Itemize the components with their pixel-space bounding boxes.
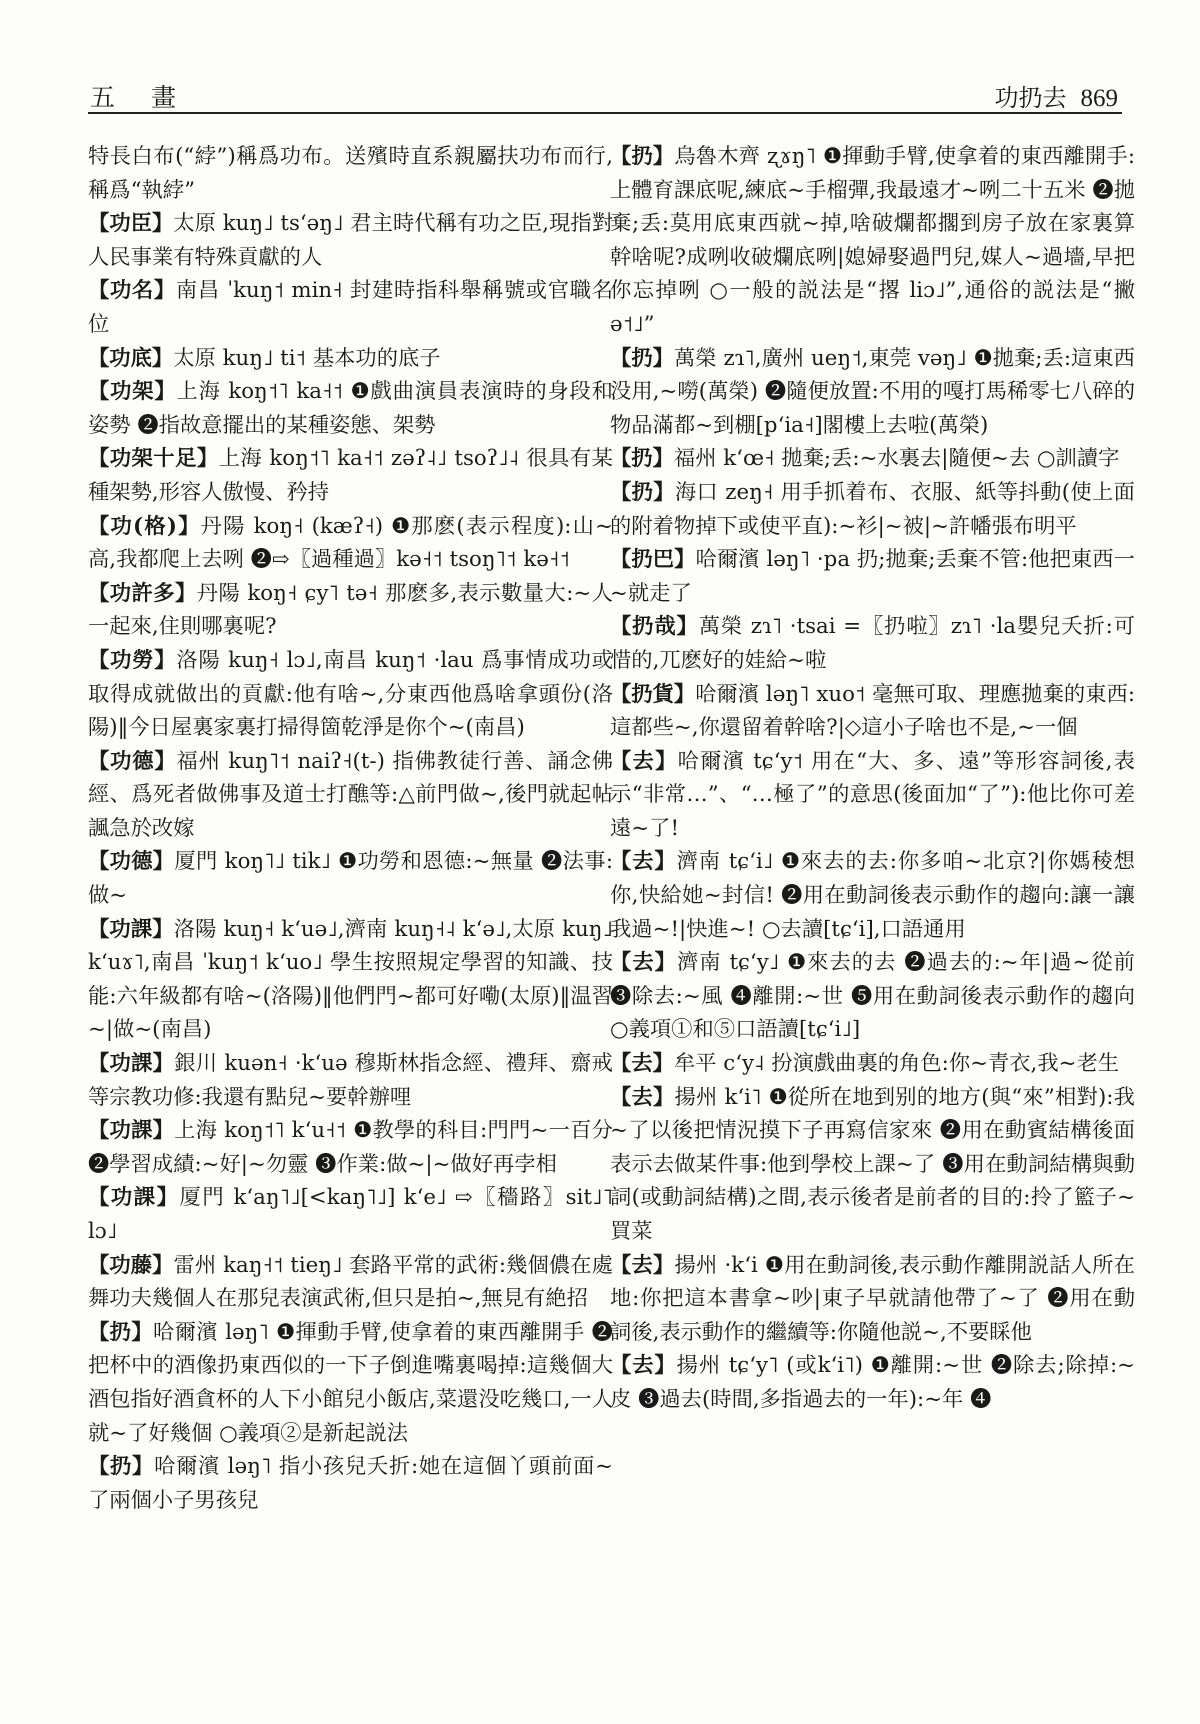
entry-headword: 【去】 <box>610 748 678 774</box>
dictionary-entry <box>88 140 613 207</box>
dictionary-entry <box>88 342 613 376</box>
entry-definition: 上海 koŋ˦˥ kʻu˧˦ ❶教學的科目:門門~一百分 ❷學習成績:~好|~勿靈 ❸作業:做~|~做好再孛相 <box>88 1118 613 1177</box>
entry-definition: 福州 kʻœ˧ 拋棄;丢:~水裏去|隨便~去 ○訓讀字 <box>673 446 1120 472</box>
entry-headword: 【扔巴】 <box>610 547 696 573</box>
entry-definition: 濟南 tɕʻy˩ ❶來去的去 ❷過去的:~年|過~從前 ❸除去:~風 ❹離開:~世 ❺用在動詞後表示動作的趨向 ○義項①和⑤口語讀[tɕʻi˩] <box>610 950 1135 1043</box>
entry-headword: 【功勞】 <box>88 647 177 673</box>
head-characters: 功扔去 <box>994 84 1067 112</box>
entry-definition: 揚州 ·kʻi ❶用在動詞後,表示動作離開説話人所在地:你把這本書拿~吵|東子早就請他帶了~了 ❷用在動詞後,表示動作的繼續等:你隨他説~,不要睬他 <box>610 1252 1135 1345</box>
section-title: 五 畫 <box>90 83 190 112</box>
entry-definition: 濟南 tɕʻi˩ ❶來去的去:你多咱~北京?|你媽稜想你,快給她~封信! ❷用在動詞後表示動作的趨向:讓一讓我過~!|快進~! ○去讀[tɕʻi],口語通用 <box>610 849 1135 942</box>
entry-headword: 【扔】 <box>610 446 674 472</box>
entry-headword: 【扔貨】 <box>610 681 696 707</box>
dictionary-entry <box>610 610 1135 677</box>
entry-definition: 特長白布(“綍”)稱爲功布。送殯時直系親屬扶功布而行,稱爲“執綍” <box>88 144 613 203</box>
dictionary-entry <box>88 577 613 644</box>
entry-definition: 海口 zeŋ˧ 用手抓着布、衣服、紙等抖動(使上面的附着物掉下或使平直):~衫|~被|~許幡張布明平 <box>610 479 1135 539</box>
dictionary-entry <box>610 1081 1135 1249</box>
entry-definition: 太原 kuŋ˩ ti˦ 基本功的底子 <box>173 345 441 371</box>
right-column <box>610 140 1135 1700</box>
entry-headword: 【功課】 <box>88 916 174 942</box>
entry-definition: 丹陽 koŋ˧ ɕy˥ tə˧ 那麽多,表示數量大:~人一起來,住則哪裏呢? <box>88 580 613 640</box>
dictionary-entry <box>610 442 1135 476</box>
dictionary-entry <box>88 913 613 1047</box>
dictionary-entry <box>88 375 613 442</box>
entry-headword: 【扔】 <box>88 1454 155 1480</box>
entry-definition: 哈爾濱 ləŋ˥ 指小孩兒夭折:她在這個丫頭前面~了兩個小子男孩兒 <box>88 1454 613 1513</box>
entry-headword: 【扔哉】 <box>610 614 699 640</box>
entry-definition: 萬榮 zɿ˥ ·tsai =〖扔啦〗zɿ˥ ·la嬰兒夭折:可惜的,兀麽好的娃給~啦 <box>610 614 1135 673</box>
entry-headword: 【功德】 <box>88 748 177 774</box>
entry-headword: 【功德】 <box>88 849 175 875</box>
entry-definition: 厦門 koŋ˥˩ tik˩ ❶功勞和恩德:~無量 ❷法事:做~ <box>88 849 613 909</box>
dictionary-entry <box>88 510 613 577</box>
entry-definition: 揚州 kʻi˥ ❶從所在地到别的地方(與“來”相對):我~了以後把情況摸下子再寫信家來 ❷用在動賓結構後面表示去做某件事:他到學校上課~了 ❸用在動詞結構與動詞(或動詞結構)之間,表示後者是前者的目的:拎了籃子~買菜 <box>610 1084 1135 1244</box>
entry-headword: 【扔】 <box>610 345 674 371</box>
dictionary-entry <box>88 442 613 509</box>
entry-headword: 【功底】 <box>88 345 174 371</box>
entry-headword: 【扔】 <box>610 144 675 169</box>
entry-headword: 【功名】 <box>88 278 176 304</box>
entry-headword: 【功(格)】 <box>88 513 201 539</box>
entry-headword: 【功架】 <box>88 379 177 405</box>
entry-definition: 上海 koŋ˦˥ ka˧˦ zəʔ˨˩ tsoʔ˩˨ 很具有某種架勢,形容人傲慢、矜持 <box>88 446 613 505</box>
dictionary-entry <box>88 1114 613 1181</box>
dictionary-entry <box>88 845 613 912</box>
dictionary-entry <box>610 1047 1135 1081</box>
entry-definition: 揚州 tɕʻy˥ (或kʻi˥) ❶離開:~世 ❷除去;除掉:~皮 ❸過去(時間,多指過去的一年):~年 ❹ <box>610 1353 1135 1412</box>
entry-definition: 丹陽 koŋ˧ (kæʔ˧) ❶那麽(表示程度):山~高,我都爬上去咧 ❷⇨〖過種過〗kə˧˦ tsoŋ˥˦ kə˧˦ <box>88 513 613 573</box>
entry-headword: 【去】 <box>610 1084 675 1110</box>
dictionary-entry <box>610 1249 1135 1350</box>
running-head <box>995 78 1119 113</box>
dictionary-entry <box>610 140 1135 342</box>
dictionary-entry <box>88 1249 613 1316</box>
entry-definition: 厦門 kʻaŋ˥˩[<kaŋ˥˩] kʻe˩ ⇨〖穡路〗sit˩˥ lɔ˩ <box>88 1185 613 1244</box>
dictionary-entry <box>88 1181 613 1248</box>
entry-headword: 【功藤】 <box>88 1252 174 1278</box>
entry-headword: 【去】 <box>610 950 677 976</box>
entry-headword: 【功課】 <box>88 1118 175 1144</box>
dictionary-entry <box>88 1450 613 1517</box>
dictionary-entry <box>88 207 613 274</box>
dictionary-entry <box>610 946 1135 1047</box>
dictionary-entry <box>88 644 613 745</box>
entry-headword: 【功臣】 <box>88 211 174 237</box>
entry-headword: 【扔】 <box>88 1319 154 1345</box>
dictionary-entry <box>88 1047 613 1114</box>
dictionary-entry <box>610 845 1135 946</box>
entry-definition: 太原 kuŋ˩ tsʻəŋ˩ 君主時代稱有功之臣,現指對人民事業有特殊貢獻的人 <box>88 211 613 270</box>
entry-definition: 洛陽 kuŋ˧ lɔ˩,南昌 kuŋ˦ ·lau 爲事情成功或取得成就做出的貢獻:他有啥~,分東西他爲啥拿頭份(洛陽)‖今日屋裏家裏打掃得箇乾淨是你个~(南昌) <box>88 647 613 741</box>
entry-definition: 牟平 cʻy˨ 扮演戲曲裏的角色:你~青衣,我~老生 <box>673 1051 1120 1077</box>
entry-definition: 南昌 ˈkuŋ˦ min˧ 封建時指科舉稱號或官職名位 <box>88 278 613 337</box>
entry-headword: 【功架十足】 <box>88 446 219 472</box>
entry-definition: 哈爾濱 tɕʻy˦ 用在“大、多、遠”等形容詞後,表示“非常…”、“…極了”的意思(後面加“了”):他比你可差遠~了! <box>610 748 1135 841</box>
dictionary-entry <box>88 1316 613 1450</box>
entry-headword: 【扔】 <box>610 479 675 505</box>
entry-definition: 雷州 kaŋ˧˦ tieŋ˩ 套路平常的武術:幾個儂在處舞功夫幾個人在那兒表演武術,但只是拍~,無見有絶招 <box>88 1252 613 1312</box>
dictionary-entry <box>610 678 1135 745</box>
entry-headword: 【功課】 <box>88 1185 180 1211</box>
entry-headword: 【去】 <box>610 1353 677 1379</box>
entry-definition: 哈爾濱 ləŋ˥ ❶揮動手臂,使拿着的東西離開手 ❷把杯中的酒像扔東西似的一下子倒進嘴裏喝掉:這幾個大酒包指好酒貪杯的人下小館兒小飯店,菜還没吃幾口,一人就~了好幾個 ○義項②是新起説法 <box>88 1319 613 1446</box>
entry-headword: 【去】 <box>610 1252 675 1278</box>
dictionary-entry <box>88 274 613 341</box>
entry-headword: 【功許多】 <box>88 580 197 606</box>
entry-headword: 【去】 <box>610 849 677 875</box>
dictionary-entry <box>610 342 1135 443</box>
dictionary-entry <box>610 476 1135 543</box>
entry-definition: 萬榮 zɿ˥,廣州 ueŋ˦,東莞 vəŋ˩ ❶拋棄;丢:這東西没用,~嘮(萬榮) ❷隨便放置:不用的嘎打馬稀零七八碎的物品滿都~到棚[pʻia˧]閣樓上去啦(萬榮) <box>610 345 1135 438</box>
entry-definition: 哈爾濱 ləŋ˥ xuo˦ 毫無可取、理應拋棄的東西:這都些~,你還留着幹啥?|◇這小子啥也不是,~一個 <box>610 681 1135 741</box>
dictionary-entry <box>88 745 613 846</box>
entry-definition: 銀川 kuən˧ ·kʻuə 穆斯林指念經、禮拜、齋戒等宗教功修:我還有點兒~要幹辦哩 <box>88 1051 613 1110</box>
entry-headword: 【功課】 <box>88 1051 175 1077</box>
entry-definition: 洛陽 kuŋ˧ kʻuə˩,濟南 kuŋ˧˨ kʻə˩,太原 kuŋ˩ kʻuɤ˥,南昌 ˈkuŋ˦ kʻuo˩ 學生按照規定學習的知識、技能:六年級都有啥~(洛陽)‖他們門~都可好嘞(太原)‖温習~|做~(南昌) <box>88 916 613 1043</box>
left-column <box>88 140 613 1700</box>
dictionary-entry <box>610 745 1135 846</box>
entry-definition: 福州 kuŋ˥˦ naiʔ˧(t-) 指佛教徒行善、誦念佛經、爲死者做佛事及道士打醮等:△前門做~,後門就起帖諷急於改嫁 <box>88 748 613 841</box>
entry-definition: 哈爾濱 ləŋ˥ ·pa 扔;拋棄;丢棄不管:他把東西一~就走了 <box>610 547 1135 606</box>
page-header <box>88 72 1122 114</box>
dictionary-entry <box>610 543 1135 610</box>
entry-definition: 烏魯木齊 ʐɤŋ˥ ❶揮動手臂,使拿着的東西離開手:上體育課底呢,練底~手榴彈,我最遠才~咧二十五米 ❷拋棄;丢:莫用底東西就~掉,啥破爛都擱到房子放在家裏算幹啥呢?成咧收破爛底咧|媳婦娶過門兒,媒人~過墻,早把你忘掉咧 ○一般的説法是“撂 liɔ˩”,通俗的説法是“撇 ə˦˩” <box>610 144 1135 337</box>
page-number: 869 <box>1080 85 1118 112</box>
entry-headword: 【去】 <box>610 1051 674 1077</box>
dictionary-entry <box>610 1349 1135 1416</box>
entry-definition: 上海 koŋ˦˥ ka˧˦ ❶戲曲演員表演時的身段和姿勢 ❷指故意擺出的某種姿態、架勢 <box>88 379 613 438</box>
